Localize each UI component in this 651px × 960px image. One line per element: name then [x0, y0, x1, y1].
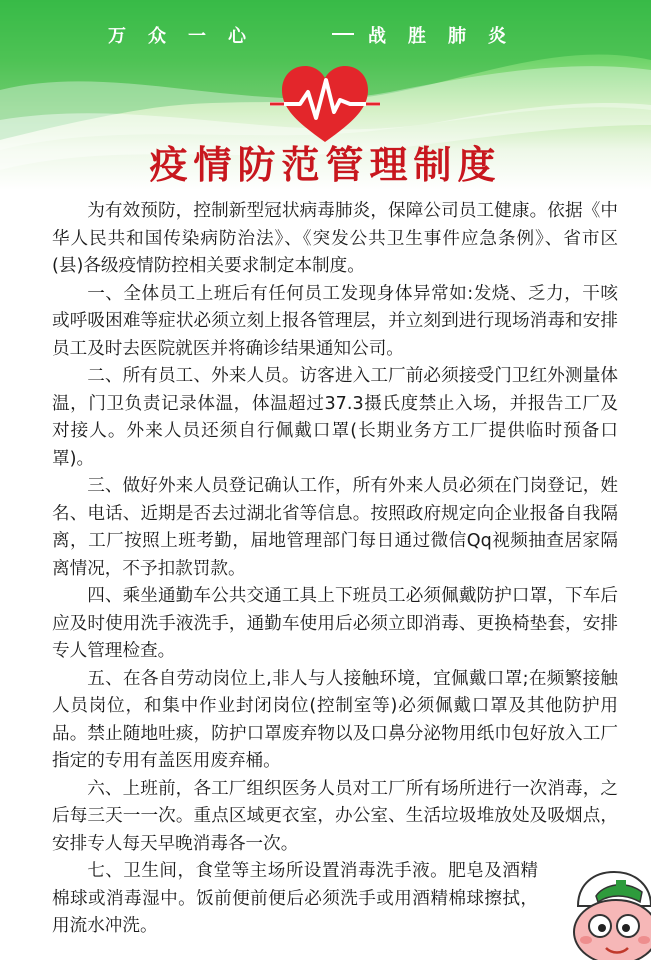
page-title: 疫情防范管理制度 [149, 142, 502, 187]
slogan-left: 万众一心 [108, 26, 268, 47]
paragraph-2: 二、所有员工、外来人员。访客进入工厂前必须接受门卫红外测量体温，门卫负责记录体温，体温超过37.3摄氏度禁止入场，并报告工厂及对接人。外来人员还须自行佩戴口罩(长期业务方工厂提供临时预备口罩)。 [52, 366, 618, 469]
paragraph-4: 四、乘坐通勤车公共交通工具上下班员工必须佩戴防护口罩，下车后应及时使用洗手液洗手，通勤车使用后必须立即消毒、更换椅垫套，安排专人管理检查。 [52, 586, 618, 661]
paragraph-5: 五、在各自劳动岗位上,非人与人接触环境，宜佩戴口罩;在频繁接触人员岗位，和集中作业封闭岗位(控制室等)必须佩戴口罩及其他防护用品。禁止随地吐痰，防护口罩废弃物以及口鼻分泌物用纸巾包好放入工厂指定的专用有盖医用废弃桶。 [52, 668, 618, 771]
heart-pulse-icon [270, 62, 380, 144]
paragraph-7: 七、卫生间，食堂等主场所设置消毒洗手液。肥皂及酒精棉球或消毒湿中。饭前便前便后必须洗手或用酒精棉球擦拭，用流水冲洗。 [52, 861, 538, 936]
slogan-right: 战胜肺炎 [368, 26, 528, 47]
paragraph-intro: 为有效预防，控制新型冠状病毒肺炎，保障公司员工健康。依据《中华人民共和国传染病防治法》、《突发公共卫生事件应急条例》、省市区(县)各级疫情防控相关要求制定本制度。 [52, 201, 618, 276]
paragraph-3: 三、做好外来人员登记确认工作，所有外来人员必须在门岗登记，姓名、电话、近期是否去过湖北省等信息。按照政府规定向企业报备自我隔离，工厂按照上班考勤，届地管理部门每日通过微信Qq视频抽查居家隔离情况，不予扣款罚款。 [52, 476, 618, 579]
regulation-body [52, 198, 618, 941]
paragraph-6: 六、上班前，各工厂组织医务人员对工厂所有场所进行一次消毒，之后每三天一一次。重点区域更衣室，办公室、生活垃圾堆放处及吸烟点，安排专人每天早晚消毒各一次。 [52, 778, 618, 854]
paragraph-1: 一、全体员工上班后有任何员工发现身体异常如:发烧、乏力，干咳或呼吸困难等症状必须立刻上报各管理层，并立刻到进行现场消毒和安排员工及时去医院就医并将确诊结果通知公司。 [52, 283, 618, 359]
slogan-divider [332, 33, 354, 35]
nurse-mascot-icon [556, 866, 651, 960]
